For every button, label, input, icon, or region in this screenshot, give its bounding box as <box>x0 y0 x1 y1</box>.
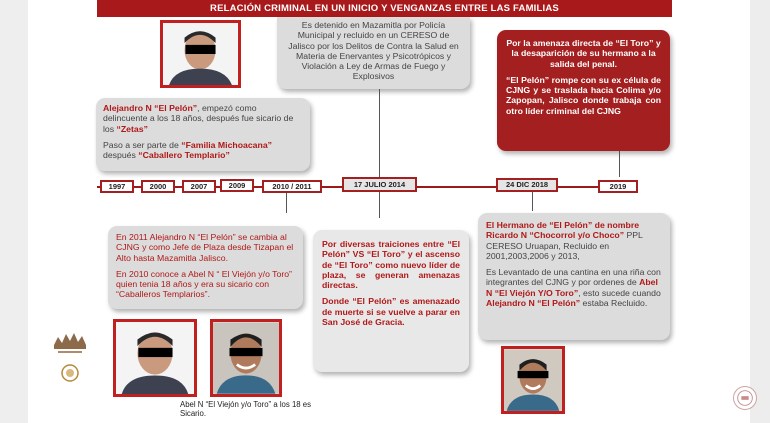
photo-el-toro-right <box>501 346 565 414</box>
year-24-dic-2018: 24 DIC 2018 <box>496 178 558 192</box>
year-2007: 2007 <box>182 180 216 193</box>
connector-2014-bottom <box>379 192 380 218</box>
slide-title: RELACIÓN CRIMINAL EN UN INICIO Y VENGANZAS ENTRE LAS FAMILIAS <box>97 0 672 17</box>
seal-logo-left <box>50 325 90 385</box>
text-name-alejandro: Alejandro N <box>103 103 155 113</box>
connector-2018 <box>532 191 533 211</box>
connector-2019 <box>619 151 620 177</box>
card-detencion-mazamitla <box>277 17 470 89</box>
photo-el-pelon-top <box>160 20 241 88</box>
year-2009: 2009 <box>220 179 254 192</box>
text-alejandro-n: Alejandro N “El Pelón” <box>486 297 581 308</box>
text-alias-el-pelon: “El Pelón” <box>154 103 198 113</box>
text-paso: Paso a ser parte de <box>103 139 182 150</box>
card-traiciones <box>313 230 469 372</box>
card-amenaza-el-toro <box>497 30 670 151</box>
photo-el-pelon-bottom <box>113 319 197 397</box>
card-hermano-p1 <box>486 220 662 261</box>
text-familia-michoacana: “Familia Michoacana” <box>181 139 272 150</box>
card-origen-el-pelon <box>96 98 310 171</box>
text-de-nombre: de nombre <box>592 220 640 230</box>
photo-el-toro-bottom <box>210 319 282 397</box>
year-1997: 1997 <box>100 180 134 193</box>
text-levantado: Es Levantado de una cantina en una riña con integrantes del CJNG y por ordenes de <box>486 267 661 288</box>
text-origen: , empezó como delincuente a los 18 años, después fue sicario de los <box>103 103 294 134</box>
text-despues: después <box>103 150 139 161</box>
text-esto-sucede: , esto sucede cuando <box>578 287 661 298</box>
card-amenaza-p1: Por la amenaza directa de “El Toro” y la desaparición de su hermano a la salida del penal. <box>506 38 661 69</box>
year-2000: 2000 <box>141 180 175 193</box>
text-ricardo-n: Ricardo N “Chocorrol y/o Choco” <box>486 230 625 241</box>
text-cereso: PPL CERESO Uruapan, Recluido en 2001,2003,2006 y 2013, <box>486 230 643 261</box>
card-origen-p1 <box>103 103 303 134</box>
card-cjng-p1: En 2011 Alejandro N “El Pelón” se cambia al CJNG y como Jefe de Plaza desde Tizapan el Alto hasta Mazamitla Jalisco. <box>116 232 294 263</box>
connector-2014-top <box>379 89 380 177</box>
card-cjng-p2: En 2010 conoce a Abel N “ El Viejón y/o Toro” quien tenia 18 años y era su sicario con “Caballeros Templarios”. <box>116 268 292 300</box>
card-traiciones-p2: Donde “El Pelón” es amenazado de muerte si se vuelve a parar en San José de Gracia. <box>322 296 460 327</box>
photo-caption-el-toro: Abel N “El Viejón y/o Toro” a los 18 es Sicario. <box>177 399 339 421</box>
text-recluido: estaba Recluido. <box>580 297 648 308</box>
card-amenaza-p2: “El Pelón” rompe con su ex célula de CJNG y se traslada hacia Colima y/o Zapopan, Jalisco donde trabaja con otro líder criminal del CJNG <box>506 74 661 116</box>
card-hermano-p2 <box>486 267 662 308</box>
card-hermano-ricardo <box>478 213 670 340</box>
text-el-hermano: El Hermano de <box>486 220 550 230</box>
text-el-pelon: “El Pelón” <box>549 220 593 230</box>
text-abel-n: Abel N “El Viejón Y/O Toro” <box>486 277 658 298</box>
card-detencion-text: Es detenido en Mazamitla por Policía Municipal y recluido en un CERESO de Jalisco por los Delitos de Contra la Salud en Materia de Enervantes y Psicotrópicos y Violación a Ley de Armas de Fuego y Explosivos <box>288 20 459 82</box>
text-zetas: “Zetas” <box>116 123 148 134</box>
right-margin <box>750 0 770 423</box>
card-cambio-cjng <box>108 226 303 309</box>
card-origen-p2 <box>103 140 303 161</box>
year-17-julio-2014: 17 JULIO 2014 <box>342 177 417 192</box>
year-2019: 2019 <box>598 180 638 193</box>
seal-logo-right <box>733 386 757 410</box>
connector-2010-2011 <box>286 191 287 213</box>
card-traiciones-p1: Por diversas traiciones entre “El Pelón” VS “El Toro” y el ascenso de “El Toro” como nuevo líder de plaza, se generan amenazas directas. <box>322 239 460 291</box>
year-2010-2011: 2010 / 2011 <box>262 180 322 193</box>
left-margin <box>0 0 28 423</box>
text-caballero-templario: “Caballero Templario” <box>138 150 230 161</box>
